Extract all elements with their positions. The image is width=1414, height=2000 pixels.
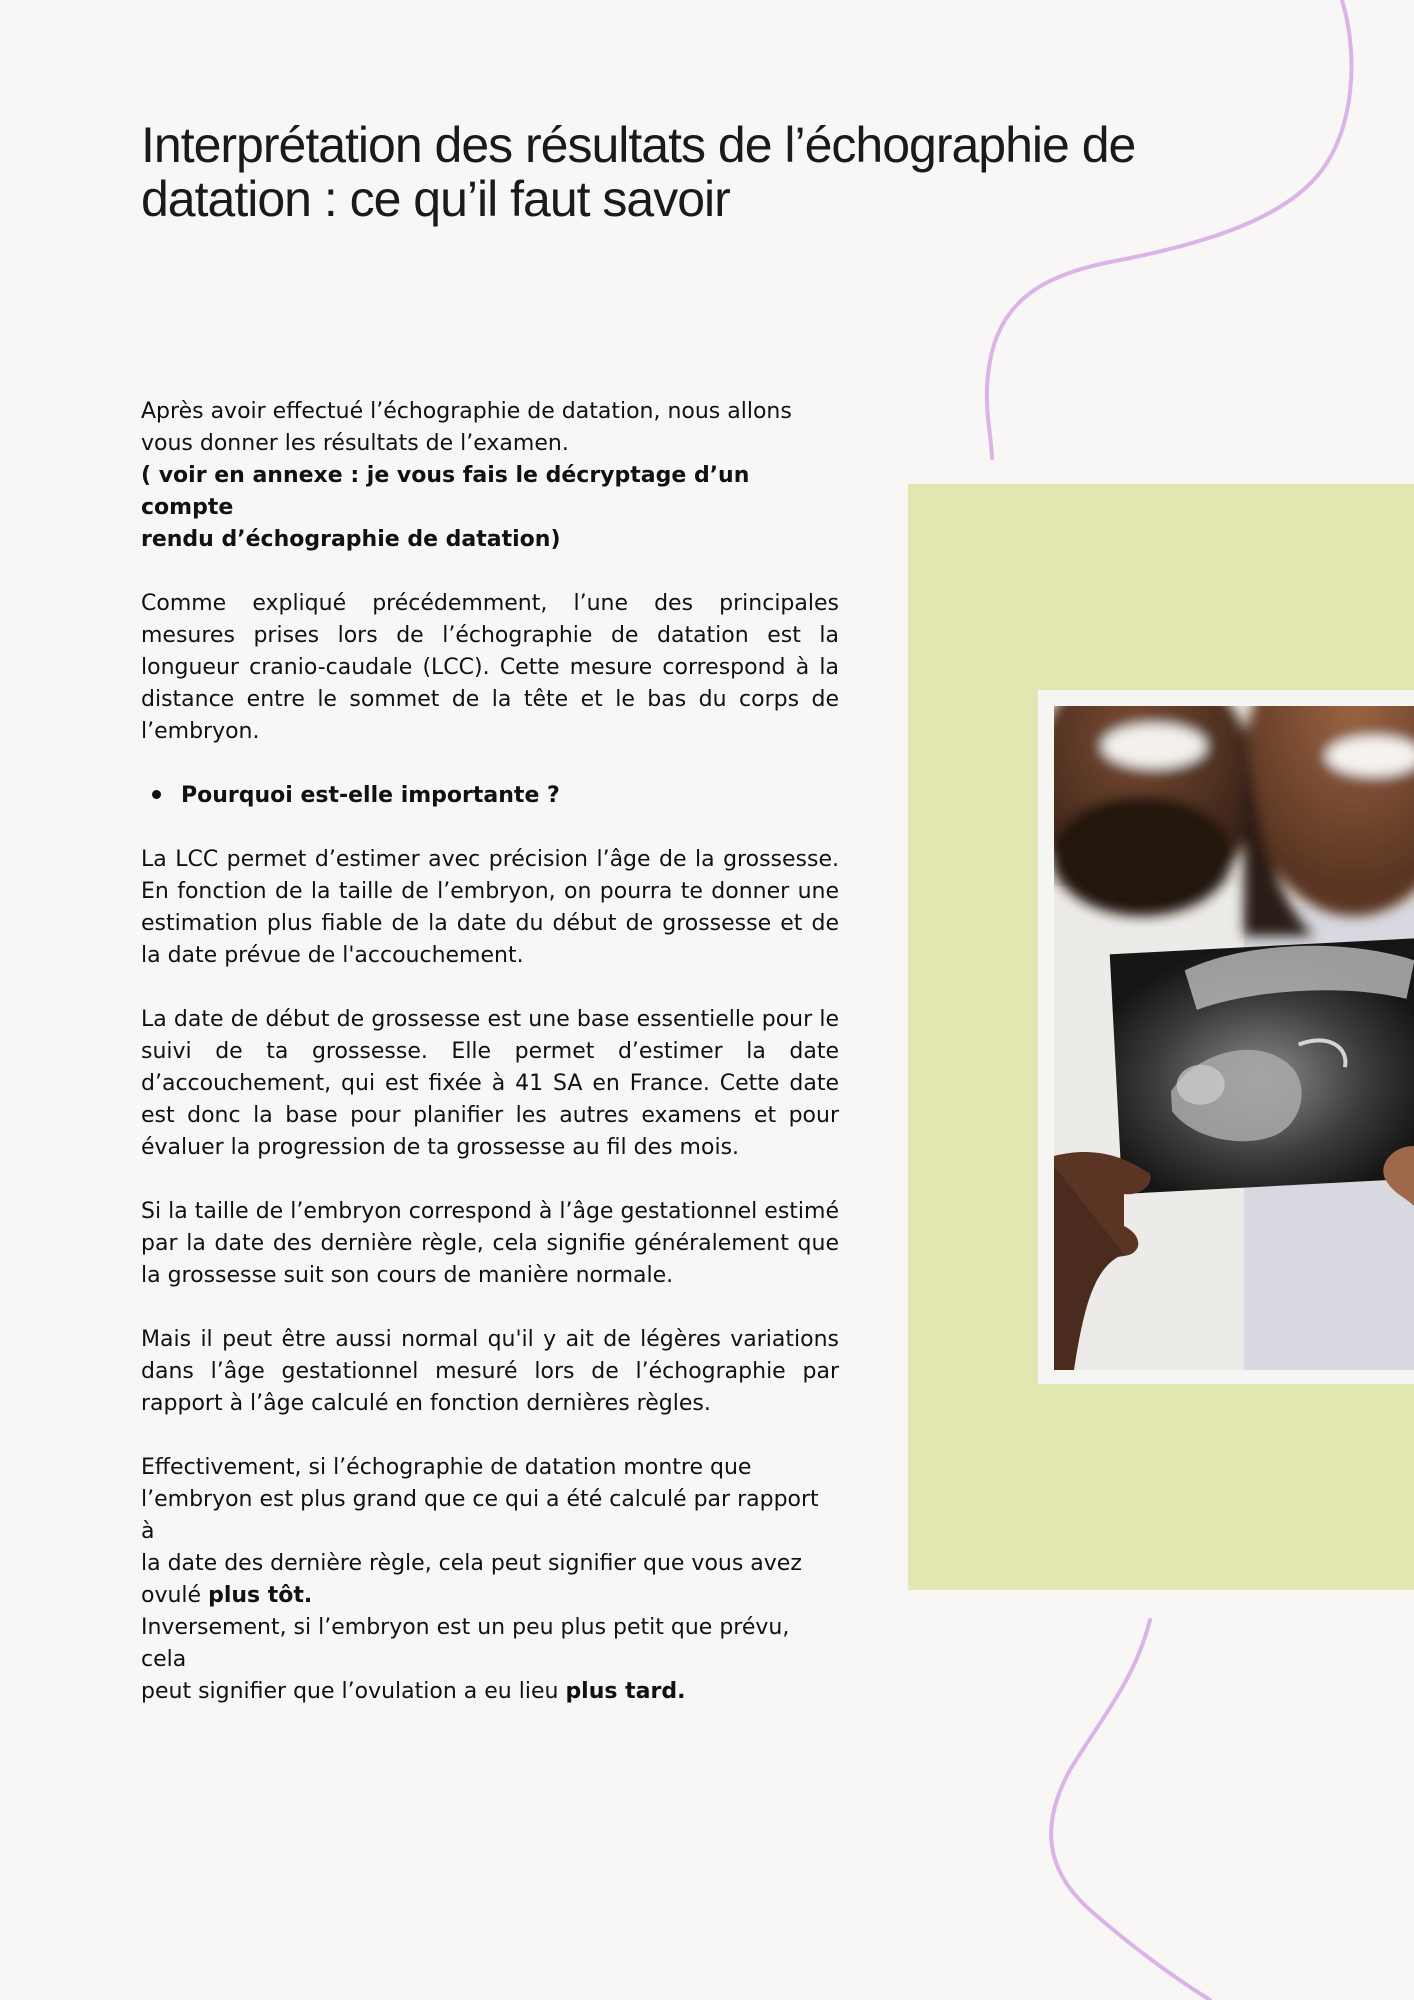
emphasis-later: plus tard.: [565, 1679, 686, 1704]
emphasis-earlier: plus tôt.: [208, 1583, 313, 1608]
base-paragraph: La date de début de grossesse est une base essentielle pour le suivi de ta grossesse. Elle permet d’estimer la date d’accouchement, qui est fixée à 41 SA en France. Cette date est donc la base pour planifier les autres examens et pour évaluer la progression de ta grossesse au fil des mois.: [141, 1007, 839, 1160]
bullet-icon: [152, 790, 161, 799]
annex-note-line-2: rendu d’échographie de datation): [141, 527, 561, 552]
effectively-line-4: ovulé: [141, 1583, 209, 1608]
conversely-line-2: peut signifier que l’ovulation a eu lieu: [141, 1679, 566, 1704]
title-line-1: Interprétation des résultats de l’échographie de: [141, 117, 1136, 173]
title-line-2: datation : ce qu’il faut savoir: [141, 171, 730, 227]
effectively-line-2: l’embryon est plus grand que ce qui a été calculé par rapport à: [141, 1487, 819, 1544]
bullet-item: [141, 780, 839, 812]
normal-paragraph: Si la taille de l’embryon correspond à l’âge gestationnel estimé par la date des dernière règle, cela signifie généralement que la grossesse suit son cours de manière normale.: [141, 1199, 839, 1288]
variations-paragraph: Mais il peut être aussi normal qu'il y ait de légères variations dans l’âge gestationnel mesuré lors de l’échographie par rapport à l’âge calculé en fonction dernières règles.: [141, 1327, 839, 1416]
lcc-paragraph: Comme expliqué précédemment, l’une des principales mesures prises lors de l’échographie de datation est la longueur cranio-caudale (LCC). Cette mesure correspond à la distance entre le sommet de la tête et le bas du corps de l’embryon.: [141, 591, 839, 744]
effectively-paragraph: [141, 1452, 839, 1708]
intro-line-2: vous donner les résultats de l’examen.: [141, 431, 569, 456]
precision-paragraph: La LCC permet d’estimer avec précision l’âge de la grossesse. En fonction de la taille de l’embryon, on pourra te donner une estimation plus fiable de la date du début de grossesse et de la date prévue de l'accouchement.: [141, 847, 839, 968]
photo-illustration: [1054, 706, 1414, 1370]
effectively-line-3: la date des dernière règle, cela peut signifier que vous avez: [141, 1551, 802, 1576]
intro-paragraph: [141, 396, 839, 556]
couple-ultrasound-photo: [1054, 706, 1414, 1370]
bullet-label: Pourquoi est-elle importante ?: [181, 783, 560, 808]
annex-note-line-1: ( voir en annexe : je vous fais le décryptage d’un compte: [141, 463, 750, 520]
page-title: [141, 118, 1241, 226]
conversely-line-1: Inversement, si l’embryon est un peu plus petit que prévu, cela: [141, 1615, 790, 1672]
intro-line-1: Après avoir effectué l’échographie de datation, nous allons: [141, 399, 792, 424]
article-body: [141, 396, 839, 1708]
effectively-line-1: Effectivement, si l’échographie de datation montre que: [141, 1455, 752, 1480]
